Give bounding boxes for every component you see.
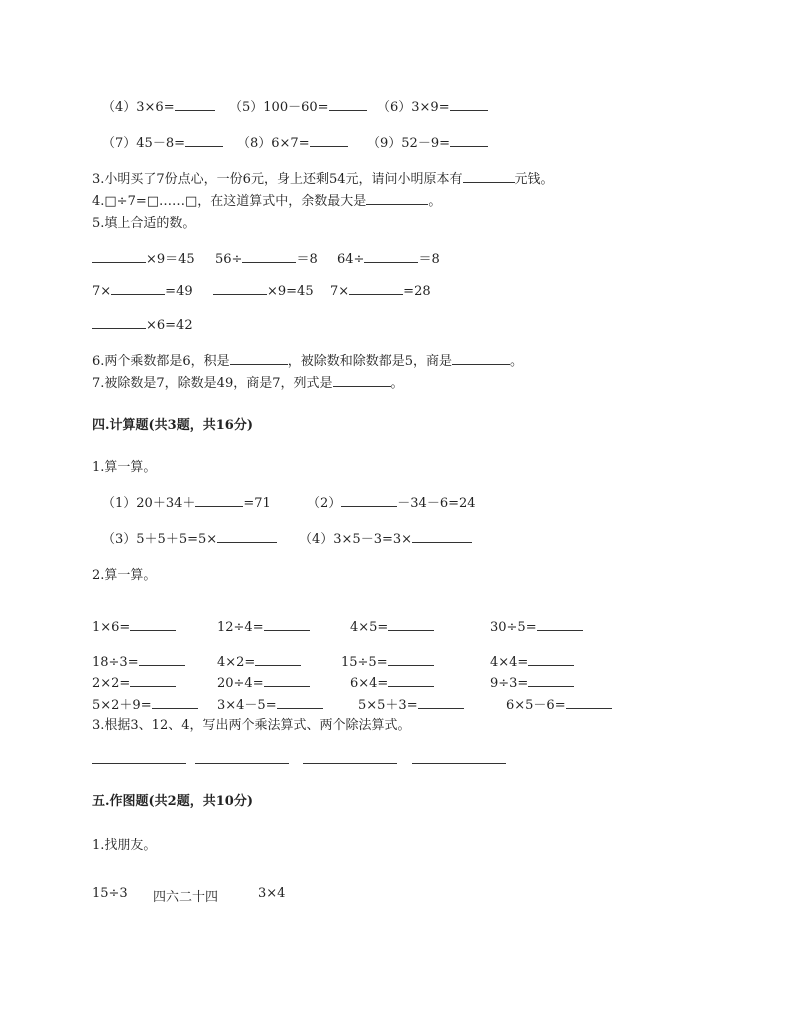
- answer-blank[interactable]: [450, 134, 488, 147]
- question-4: 4.□÷7=□……□，在这道算式中，余数最大是 。: [92, 194, 442, 209]
- calc-cell: 5×2＋9=: [92, 694, 198, 713]
- answer-blank[interactable]: [242, 250, 296, 263]
- answer-blank[interactable]: [388, 618, 434, 631]
- answer-blank[interactable]: [310, 134, 348, 147]
- calc-cell: 18÷3=: [92, 653, 185, 670]
- friend-item[interactable]: 3×4: [258, 886, 286, 901]
- answer-blank[interactable]: [364, 250, 418, 263]
- answer-line-3[interactable]: [303, 762, 397, 764]
- answer-blank[interactable]: [255, 653, 301, 666]
- fill-item: 64÷ ＝8: [337, 252, 440, 267]
- item-8: （8）6×7=: [237, 132, 348, 151]
- fill-item: 7× =49: [92, 284, 193, 299]
- answer-blank[interactable]: [264, 674, 310, 687]
- fill-item: ×9＝45: [92, 248, 195, 267]
- calc-item: （1）20＋34＋ =71: [102, 496, 271, 511]
- answer-blank[interactable]: [452, 352, 510, 365]
- section-4-q3-title: 3.根据3、12、4，写出两个乘法算式、两个除法算式。: [92, 718, 411, 733]
- section-4-q2-title: 2.算一算。: [92, 568, 157, 583]
- answer-blank[interactable]: [528, 674, 574, 687]
- fill-item: ×9=45: [213, 282, 314, 299]
- calc-cell: 3×4－5=: [217, 694, 323, 713]
- answer-blank[interactable]: [152, 696, 198, 709]
- answer-blank[interactable]: [349, 282, 403, 295]
- answer-line-2[interactable]: [195, 762, 289, 764]
- answer-blank[interactable]: [185, 134, 223, 147]
- answer-blank[interactable]: [195, 494, 243, 507]
- answer-line-4[interactable]: [412, 762, 506, 764]
- answer-blank[interactable]: [264, 618, 310, 631]
- answer-blank[interactable]: [111, 282, 165, 295]
- friend-item[interactable]: 15÷3: [92, 886, 128, 901]
- answer-blank[interactable]: [388, 674, 434, 687]
- answer-blank[interactable]: [537, 618, 583, 631]
- answer-blank[interactable]: [130, 618, 176, 631]
- item-9: （9）52－9=: [367, 132, 488, 151]
- calc-item: （4）3×5－3=3×: [299, 528, 472, 547]
- answer-blank[interactable]: [277, 696, 323, 709]
- answer-blank[interactable]: [92, 316, 146, 329]
- friend-item[interactable]: 四六二十四: [153, 890, 219, 905]
- calc-cell: 4×2=: [217, 653, 301, 670]
- answer-blank[interactable]: [418, 696, 464, 709]
- item-4: （4）3×6=: [102, 96, 215, 115]
- calc-cell: 12÷4=: [217, 618, 310, 635]
- answer-blank[interactable]: [528, 653, 574, 666]
- answer-blank[interactable]: [92, 250, 146, 263]
- calc-cell: 15÷5=: [341, 653, 434, 670]
- answer-blank[interactable]: [450, 98, 488, 111]
- answer-blank[interactable]: [230, 352, 288, 365]
- answer-blank[interactable]: [366, 192, 428, 205]
- fill-item: 56÷ ＝8: [215, 252, 318, 267]
- answer-blank[interactable]: [130, 674, 176, 687]
- fill-item: 7× =28: [330, 284, 431, 299]
- section-5-q1-title: 1.找朋友。: [92, 838, 157, 853]
- question-6: 6.两个乘数都是6，积是 ，被除数和除数都是5，商是 。: [92, 354, 523, 369]
- answer-blank[interactable]: [139, 653, 185, 666]
- answer-blank[interactable]: [566, 696, 612, 709]
- calc-cell: 2×2=: [92, 674, 176, 691]
- calc-item: （3）5＋5＋5=5×: [102, 528, 277, 547]
- calc-item: （2） －34－6=24: [307, 496, 476, 511]
- section-4-q1-title: 1.算一算。: [92, 460, 157, 475]
- calc-cell: 4×4=: [490, 653, 574, 670]
- answer-blank[interactable]: [388, 653, 434, 666]
- answer-blank[interactable]: [329, 98, 367, 111]
- answer-blank[interactable]: [412, 530, 472, 543]
- answer-blank[interactable]: [213, 282, 267, 295]
- answer-blank[interactable]: [341, 494, 397, 507]
- calc-cell: 6×4=: [350, 674, 434, 691]
- item-5: （5）100－60=: [229, 96, 367, 115]
- answer-blank[interactable]: [175, 98, 215, 111]
- calc-cell: 4×5=: [350, 618, 434, 635]
- answer-blank[interactable]: [333, 374, 391, 387]
- calc-cell: 5×5＋3=: [358, 694, 464, 713]
- question-5-title: 5.填上合适的数。: [92, 216, 196, 231]
- calc-cell: 1×6=: [92, 618, 176, 635]
- calc-cell: 30÷5=: [490, 618, 583, 635]
- section-5-heading: 五.作图题(共2题，共10分): [92, 794, 253, 809]
- calc-cell: 20÷4=: [217, 674, 310, 691]
- answer-blank[interactable]: [217, 530, 277, 543]
- section-4-heading: 四.计算题(共3题，共16分): [92, 418, 253, 433]
- item-7: （7）45－8=: [102, 132, 223, 151]
- answer-line-1[interactable]: [92, 762, 186, 764]
- item-6: （6）3×9=: [377, 96, 488, 115]
- question-7: 7.被除数是7，除数是49，商是7，列式是 。: [92, 376, 404, 391]
- fill-item: ×6=42: [92, 316, 193, 333]
- question-3: 3.小明买了7份点心，一份6元，身上还剩54元，请问小明原本有 元钱。: [92, 172, 554, 187]
- answer-blank[interactable]: [463, 170, 515, 183]
- calc-cell: 9÷3=: [490, 674, 574, 691]
- calc-cell: 6×5－6=: [506, 694, 612, 713]
